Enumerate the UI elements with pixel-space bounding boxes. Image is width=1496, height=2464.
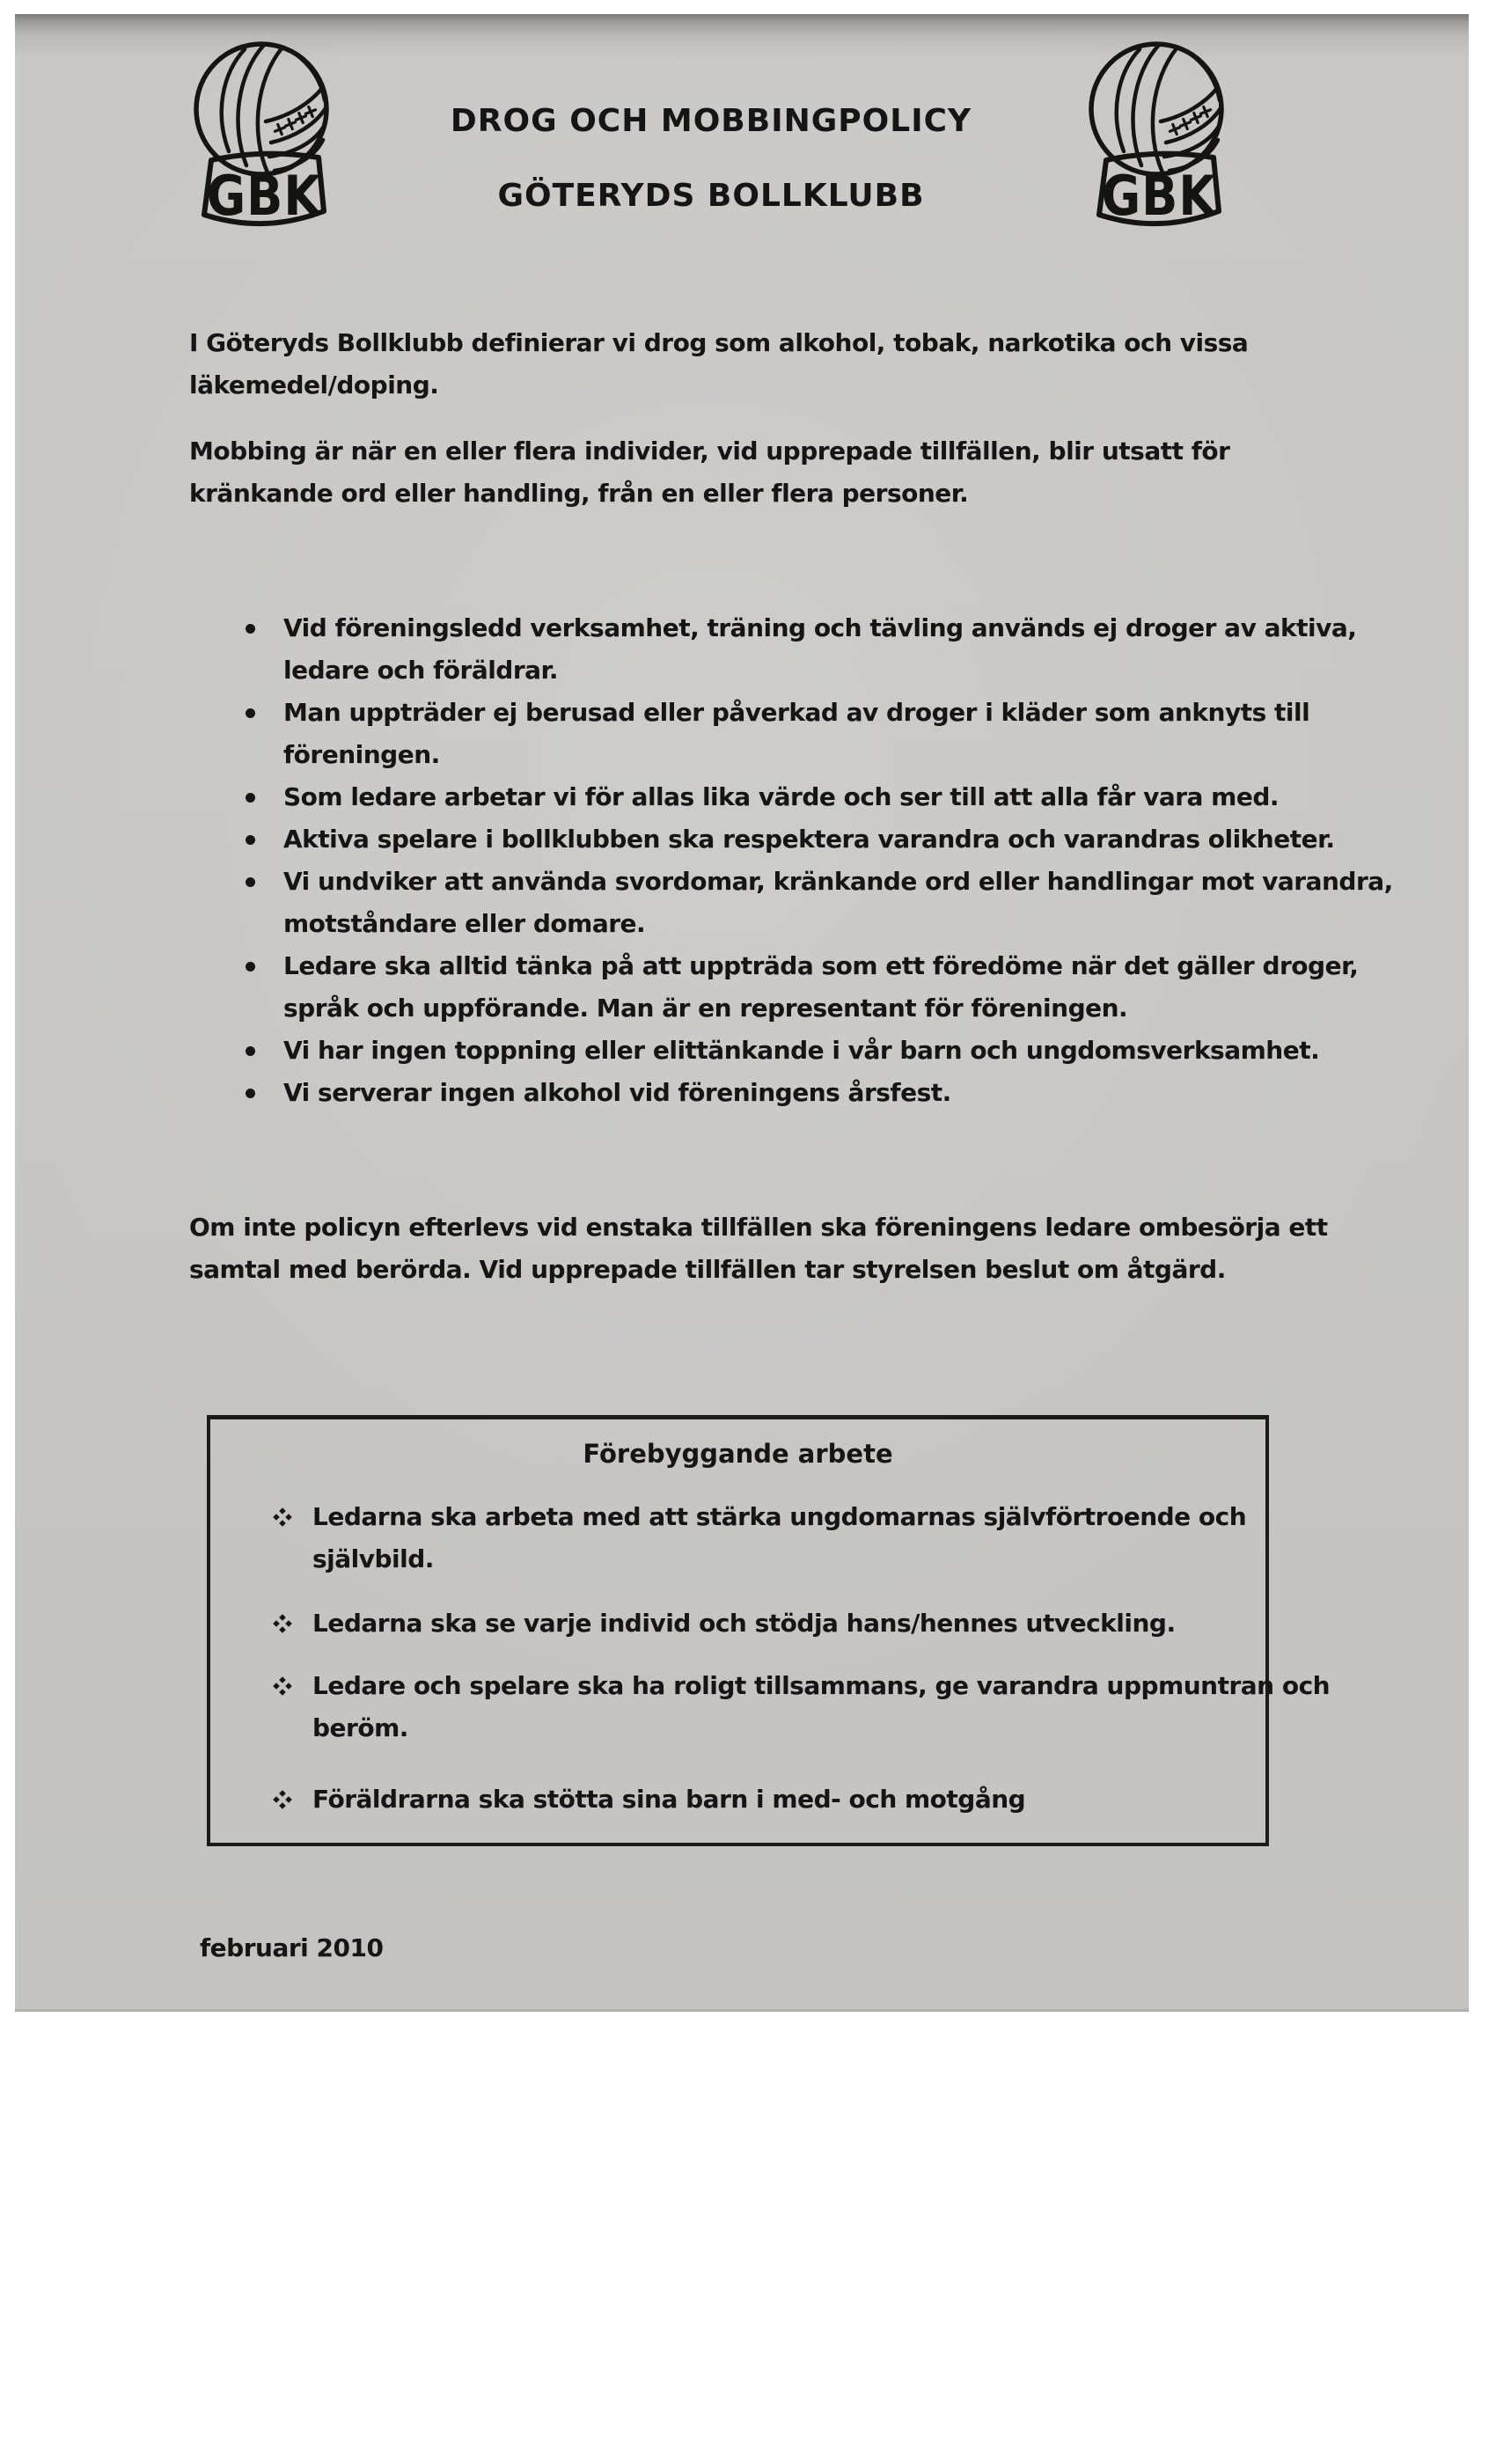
- bullet-line: Vi har ingen toppning eller elittänkande i vår barn och ungdomsverksamhet.: [283, 1036, 1320, 1065]
- bullet-dot-icon: [246, 962, 255, 972]
- bullet-line: Vid föreningsledd verksamhet, träning och tävling används ej droger av aktiva,: [283, 613, 1357, 642]
- bullet-dot-icon: [246, 1089, 255, 1098]
- paragraph-line: Mobbing är när en eller flera individer, vid upprepade tillfällen, blir utsatt för: [189, 436, 1230, 466]
- scanned-document-page: [15, 14, 1469, 2012]
- document-title: DROG OCH MOBBINGPOLICY: [450, 103, 972, 139]
- diamond-bullet-icon: [273, 1614, 292, 1633]
- paragraph-line: kränkande ord eller handling, från en eller flera personer.: [189, 479, 969, 508]
- policy-bullet-list: [246, 607, 1393, 1114]
- paragraph-line: Om inte policyn efterlevs vid enstaka tillfällen ska föreningens ledare ombesörja ett: [189, 1213, 1328, 1242]
- club-name-title: GÖTERYDS BOLLKLUBB: [497, 178, 925, 214]
- intro-paragraph-definition: [189, 322, 1248, 407]
- prevention-box: [207, 1415, 1331, 1846]
- prevention-line: beröm.: [312, 1713, 408, 1742]
- bullet-line: Vi serverar ingen alkohol vid föreningens årsfest.: [283, 1078, 951, 1107]
- prevention-line: Föräldrarna ska stötta sina barn i med- och motgång: [312, 1785, 1026, 1814]
- bullet-line: Aktiva spelare i bollklubben ska respektera varandra och varandras olikheter.: [283, 825, 1335, 854]
- diamond-bullet-icon: [273, 1676, 292, 1696]
- bullet-dot-icon: [246, 793, 255, 803]
- consequence-paragraph: [189, 1206, 1328, 1291]
- bullet-item: [246, 1030, 1393, 1072]
- paragraph-line: läkemedel/doping.: [189, 370, 439, 400]
- prevention-item: [210, 1778, 1265, 1821]
- intro-paragraph-mobbing: [189, 430, 1229, 515]
- prevention-item: [210, 1496, 1265, 1580]
- prevention-line: Ledare och spelare ska ha roligt tillsammans, ge varandra uppmuntran och: [312, 1671, 1331, 1700]
- bullet-dot-icon: [246, 708, 255, 718]
- bullet-line: föreningen.: [283, 740, 440, 769]
- bullet-dot-icon: [246, 835, 255, 845]
- document-date: februari 2010: [200, 1933, 384, 1962]
- bullet-line: Man uppträder ej berusad eller påverkad av droger i kläder som anknyts till: [283, 698, 1310, 727]
- bullet-line: Som ledare arbetar vi för allas lika värde och ser till att alla får vara med.: [283, 782, 1280, 811]
- bullet-item: [246, 607, 1393, 692]
- prevention-item: [210, 1602, 1265, 1645]
- prevention-line: Ledarna ska se varje individ och stödja hans/hennes utveckling.: [312, 1609, 1176, 1638]
- bullet-dot-icon: [246, 1046, 255, 1056]
- prevention-box-title: Förebyggande arbete: [583, 1439, 893, 1469]
- diamond-bullet-icon: [273, 1790, 292, 1809]
- bullet-item: [246, 945, 1393, 1030]
- bullet-dot-icon: [246, 877, 255, 887]
- prevention-line: självbild.: [312, 1544, 434, 1573]
- bullet-line: Vi undviker att använda svordomar, kränkande ord eller handlingar mot varandra,: [283, 867, 1393, 896]
- prevention-line: Ledarna ska arbeta med att stärka ungdomarnas självförtroende och: [312, 1502, 1247, 1531]
- bullet-line: ledare och föräldrar.: [283, 656, 559, 685]
- diamond-bullet-icon: [273, 1507, 292, 1527]
- bullet-item: [246, 692, 1393, 776]
- bullet-dot-icon: [246, 624, 255, 634]
- bullet-item: [246, 776, 1393, 818]
- bullet-line: språk och uppförande. Man är en representant för föreningen.: [283, 994, 1128, 1023]
- paragraph-line: I Göteryds Bollklubb definierar vi drog som alkohol, tobak, narkotika och vissa: [189, 328, 1249, 357]
- bullet-item: [246, 818, 1393, 861]
- bullet-line: motståndare eller domare.: [283, 909, 646, 938]
- paragraph-line: samtal med berörda. Vid upprepade tillfällen tar styrelsen beslut om åtgärd.: [189, 1255, 1226, 1284]
- prevention-item-list: [210, 1496, 1331, 1821]
- bullet-line: Ledare ska alltid tänka på att uppträda som ett föredöme när det gäller droger,: [283, 951, 1359, 980]
- prevention-item: [210, 1665, 1331, 1749]
- bullet-item: [246, 861, 1393, 945]
- bullet-item: [246, 1072, 1393, 1114]
